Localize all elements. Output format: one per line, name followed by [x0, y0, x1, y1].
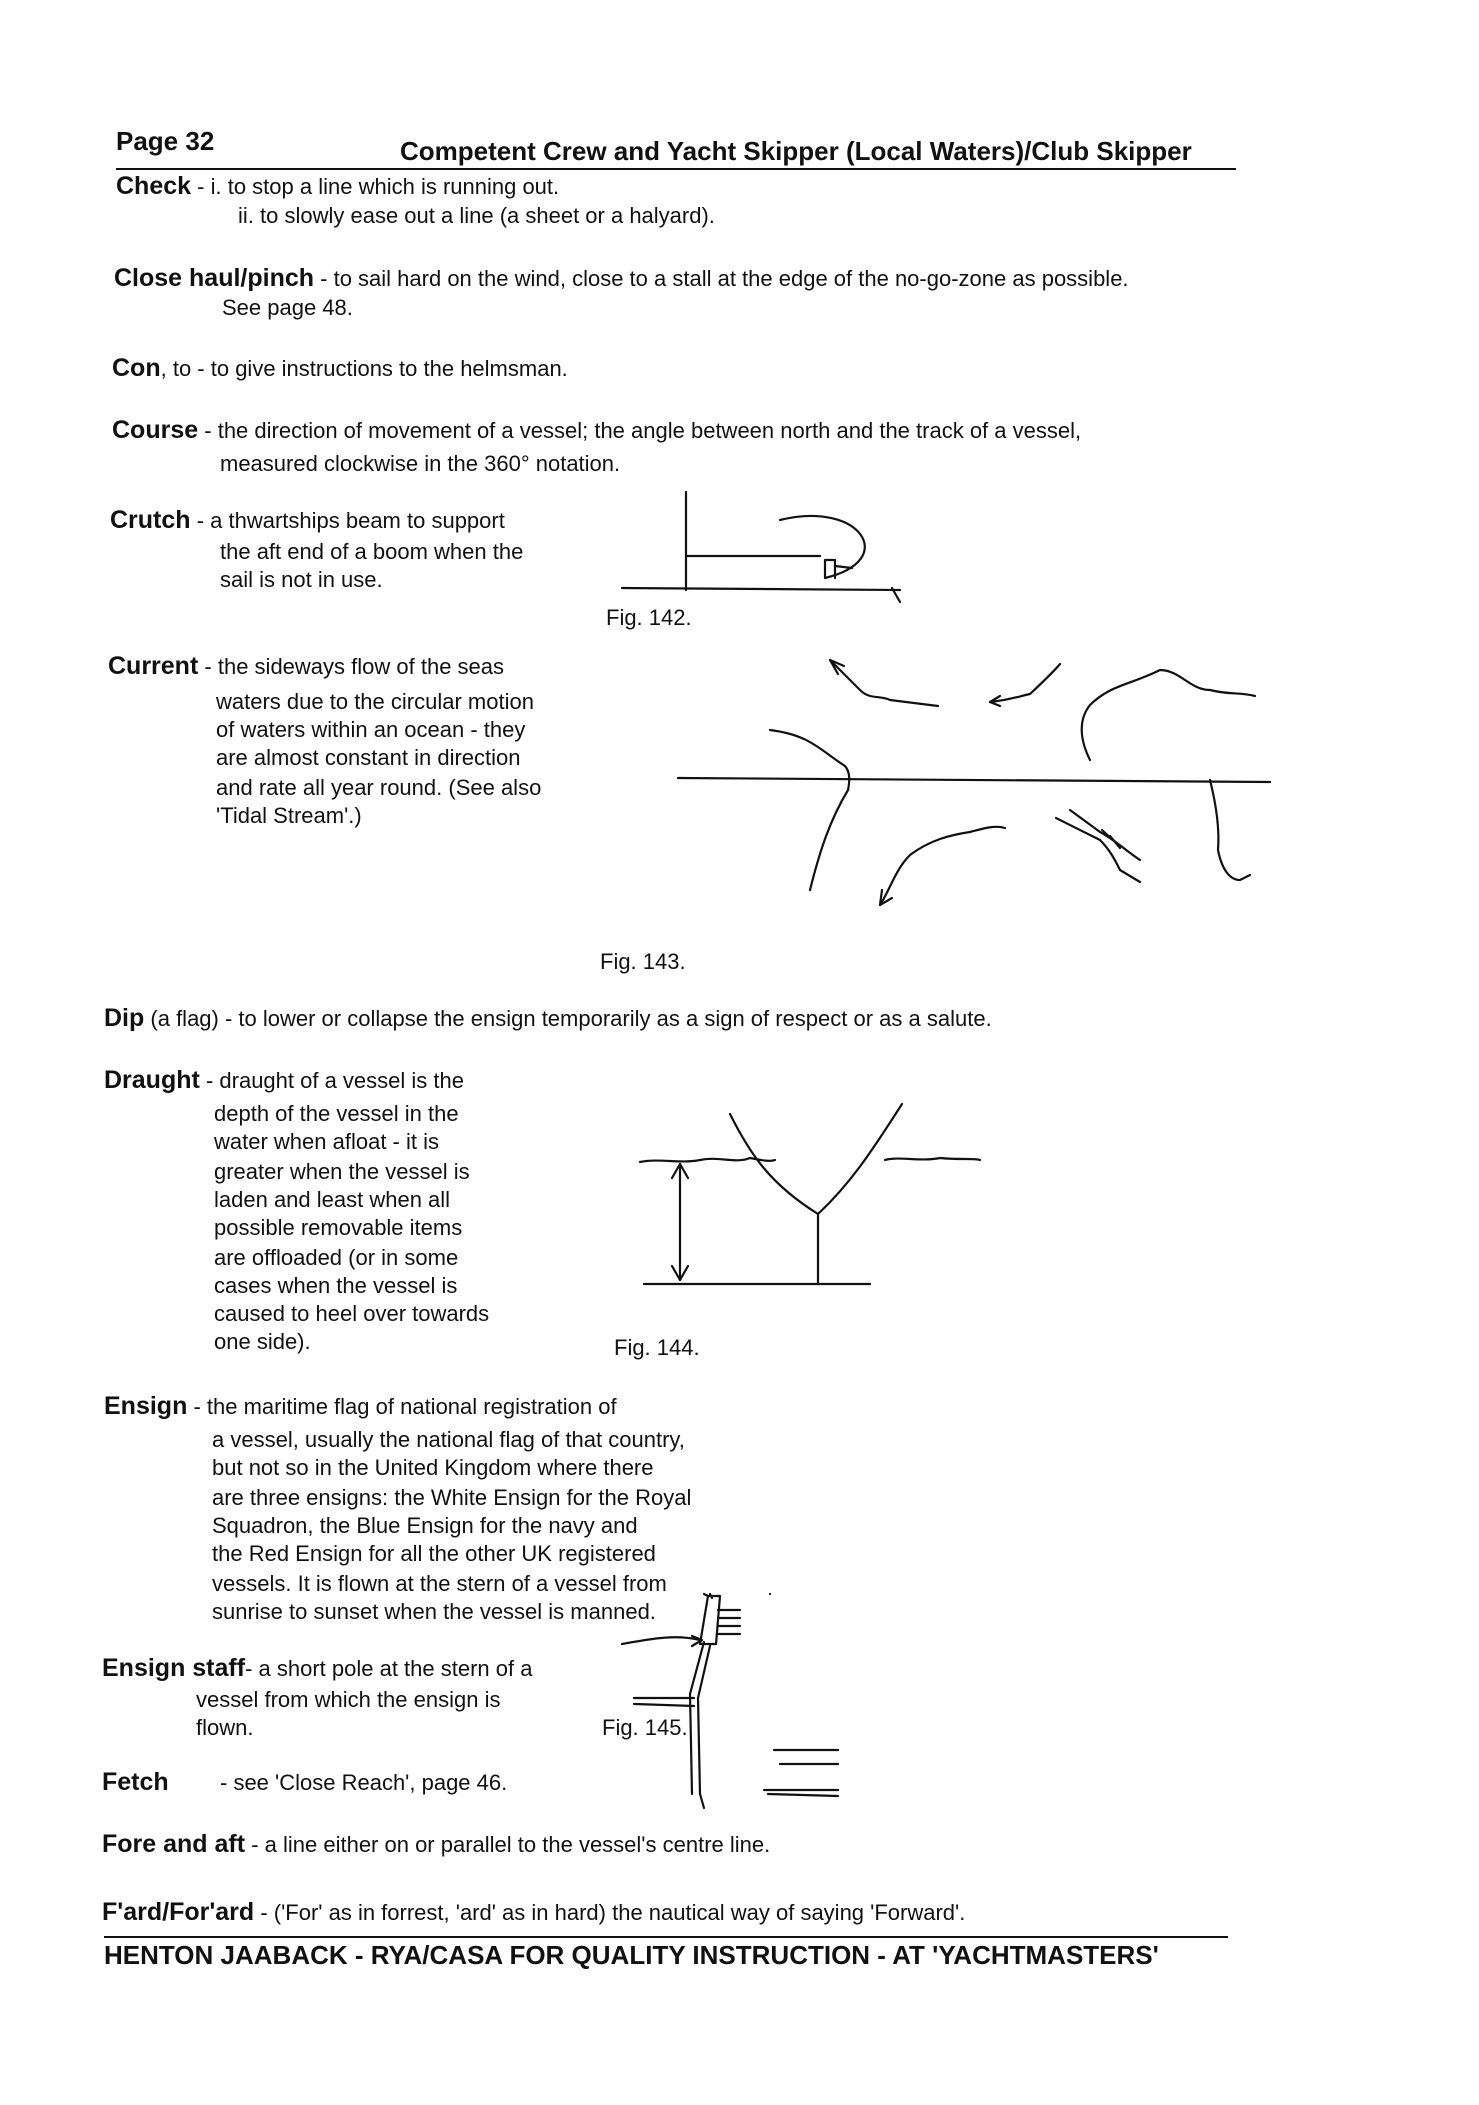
- entry-fetch: [102, 1768, 507, 1797]
- def-crutch-3: sail is not in use.: [220, 567, 383, 592]
- entry-fore-and-aft: [102, 1830, 770, 1859]
- def-current-2: waters due to the circular motion: [216, 689, 534, 714]
- entry-ensign-staff: [102, 1654, 532, 1683]
- def-draught-9: caused to heel over towards: [214, 1301, 490, 1326]
- fig-143-caption: Fig. 143.: [600, 949, 686, 974]
- entry-check: [116, 172, 559, 201]
- page-title: Competent Crew and Yacht Skipper (Local Waters)/Club Skipper: [400, 136, 1192, 166]
- def-check-2: ii. to slowly ease out a line (a sheet or a halyard).: [238, 203, 715, 228]
- def-current-4: are almost constant in direction: [216, 745, 521, 770]
- page-number: Page 32: [116, 126, 215, 156]
- def-current-1: - the sideways flow of the seas: [204, 654, 505, 679]
- def-ensign-7: vessels. It is flown at the stern of a vessel from: [212, 1571, 667, 1596]
- def-check-1: - i. to stop a line which is running out.: [197, 174, 560, 199]
- entry-ensign: [104, 1392, 617, 1421]
- entry-current: [108, 652, 504, 681]
- footer-rule: [104, 1936, 1228, 1938]
- def-ensign-2: a vessel, usually the national flag of that country,: [212, 1427, 685, 1452]
- term-dip: Dip: [104, 1004, 145, 1032]
- def-ensign-5: Squadron, the Blue Ensign for the navy and: [212, 1513, 638, 1538]
- fig-142-caption: Fig. 142.: [606, 605, 692, 630]
- def-draught-10: one side).: [214, 1329, 311, 1354]
- term-fore-and-aft: Fore and aft: [102, 1830, 246, 1858]
- def-current-5: and rate all year round. (See also: [216, 775, 542, 800]
- crutch-illustration: [620, 490, 920, 620]
- term-crutch: Crutch: [110, 506, 191, 534]
- def-draught-6: possible removable items: [214, 1215, 463, 1240]
- def-draught-7: are offloaded (or in some: [214, 1245, 459, 1270]
- term-fard: F'ard/For'ard: [102, 1898, 255, 1926]
- ocean-current-illustration: [670, 650, 1290, 920]
- term-close-haul: Close haul/pinch: [114, 264, 315, 292]
- def-course-2: measured clockwise in the 360° notation.: [220, 451, 621, 476]
- def-ensign-staff-3: flown.: [196, 1715, 254, 1740]
- def-con: , to - to give instructions to the helmsman.: [160, 356, 568, 381]
- term-ensign: Ensign: [104, 1392, 188, 1420]
- def-draught-5: laden and least when all: [214, 1187, 451, 1212]
- term-draught: Draught: [104, 1066, 200, 1094]
- def-crutch-1: - a thwartships beam to support: [196, 508, 505, 533]
- entry-fard: [102, 1898, 965, 1927]
- page-footer: HENTON JAABACK - RYA/CASA FOR QUALITY INSTRUCTION - AT 'YACHTMASTERS': [104, 1940, 1159, 1970]
- def-current-6: 'Tidal Stream'.): [216, 803, 362, 828]
- def-draught-1: - draught of a vessel is the: [205, 1068, 464, 1093]
- def-fetch: - see 'Close Reach', page 46.: [220, 1770, 508, 1795]
- def-fard: - ('For' as in forrest, 'ard' as in hard) the nautical way of saying 'Forward'.: [260, 1900, 966, 1925]
- term-check: Check: [116, 172, 192, 200]
- def-fore-and-aft: - a line either on or parallel to the vessel's centre line.: [251, 1832, 771, 1857]
- term-fetch: Fetch: [102, 1768, 169, 1796]
- entry-con: [112, 354, 568, 383]
- entry-draught: [104, 1066, 464, 1095]
- term-ensign-staff: Ensign staff: [102, 1654, 246, 1682]
- entry-crutch: [110, 506, 505, 535]
- fig-144-caption: Fig. 144.: [614, 1335, 700, 1360]
- def-current-3: of waters within an ocean - they: [216, 717, 526, 742]
- def-draught-3: water when afloat - it is: [214, 1129, 439, 1154]
- def-ensign-8: sunrise to sunset when the vessel is manned.: [212, 1599, 656, 1624]
- ensign-staff-illustration: [620, 1594, 920, 1824]
- def-course-1: - the direction of movement of a vessel; the angle between north and the track of a vessel,: [204, 418, 1082, 443]
- def-crutch-2: the aft end of a boom when the: [220, 539, 524, 564]
- def-ensign-staff-2: vessel from which the ensign is: [196, 1687, 501, 1712]
- def-ensign-6: the Red Ensign for all the other UK registered: [212, 1541, 656, 1566]
- term-course: Course: [112, 416, 199, 444]
- def-ensign-staff-1: - a short pole at the stern of a: [245, 1656, 533, 1681]
- def-close-haul-2: See page 48.: [222, 295, 353, 320]
- header-rule: [116, 168, 1236, 170]
- def-ensign-3: but not so in the United Kingdom where there: [212, 1455, 654, 1480]
- def-ensign-4: are three ensigns: the White Ensign for the Royal: [212, 1485, 692, 1510]
- term-con: Con: [112, 354, 161, 382]
- def-dip: (a flag) - to lower or collapse the ensign temporarily as a sign of respect or as a salute.: [144, 1006, 992, 1031]
- term-current: Current: [108, 652, 199, 680]
- entry-course: [112, 416, 1081, 445]
- entry-dip: [104, 1004, 992, 1033]
- def-draught-8: cases when the vessel is: [214, 1273, 458, 1298]
- def-ensign-1: - the maritime flag of national registration of: [193, 1394, 617, 1419]
- entry-close-haul: [114, 264, 1129, 293]
- fig-145-caption: Fig. 145.: [602, 1715, 688, 1740]
- draught-illustration: [640, 1104, 990, 1304]
- def-draught-2: depth of the vessel in the: [214, 1101, 459, 1126]
- def-draught-4: greater when the vessel is: [214, 1159, 470, 1184]
- def-close-haul-1: - to sail hard on the wind, close to a stall at the edge of the no-go-zone as possible.: [320, 266, 1129, 291]
